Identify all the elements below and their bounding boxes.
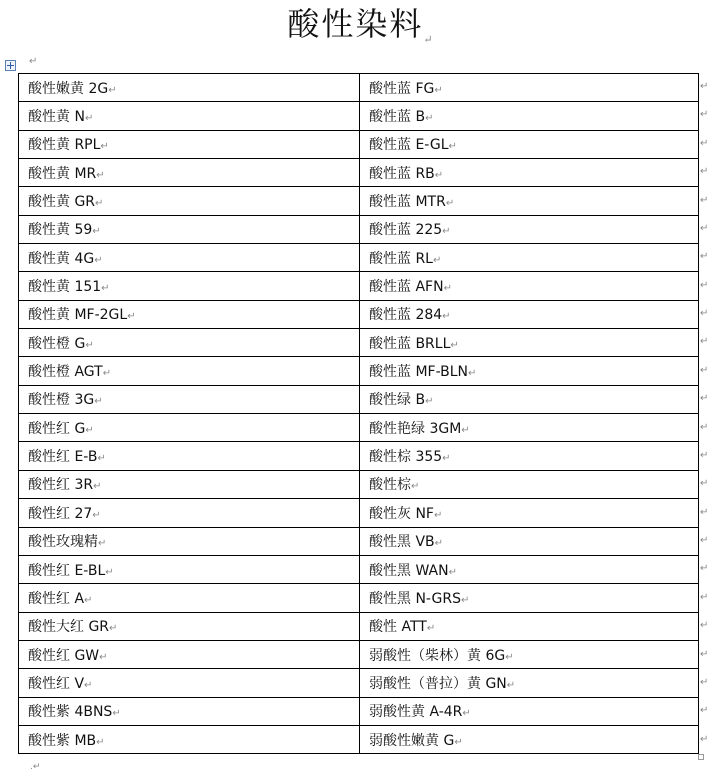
cell-end-mark: ↵ (95, 198, 104, 210)
cell-text: 酸性蓝 B (369, 109, 426, 126)
cell-end-mark: ↵ (109, 623, 118, 635)
cell-text: 酸性蓝 MTR (369, 194, 446, 211)
cell-end-mark: ↵ (85, 339, 94, 351)
cell-text: 酸性红 G (28, 420, 86, 437)
row-end-mark: ↵ (700, 81, 709, 92)
table-row (19, 187, 699, 215)
cell-left[interactable] (19, 385, 360, 413)
table-row (19, 555, 699, 583)
cell-end-mark: ↵ (94, 396, 103, 408)
cell-end-mark: ↵ (460, 594, 470, 606)
cell-text: 酸性蓝 284 (369, 307, 443, 324)
cell-text: 酸性红 27 (28, 505, 93, 522)
cell-left[interactable] (19, 725, 360, 753)
cell-text: 酸性灰 NF (369, 505, 434, 522)
row-end-mark: ↵ (700, 591, 709, 603)
row-end-mark: ↵ (700, 506, 709, 518)
cell-left[interactable] (19, 442, 360, 470)
cell-left[interactable] (19, 74, 360, 102)
cell-text: 酸性橙 G (28, 335, 86, 352)
table-row (19, 499, 699, 527)
cell-text: 弱酸性（柴林）黄 6G (369, 647, 506, 664)
cell-end-mark: ↵ (99, 651, 108, 663)
row-end-mark: ↵ (700, 251, 709, 263)
cell-text: 酸性红 V (28, 675, 85, 692)
cell-end-mark: ↵ (84, 113, 94, 125)
cell-end-mark: ↵ (442, 311, 451, 323)
cell-end-mark: ↵ (94, 254, 103, 266)
cell-text: 酸性蓝 BRLL (369, 335, 451, 352)
cell-end-mark: ↵ (84, 594, 93, 606)
cell-text: 酸性黑 WAN (369, 562, 449, 579)
row-end-mark: ↵ (700, 137, 709, 149)
cell-end-mark: ↵ (434, 169, 444, 181)
row-end-mark: ↵ (700, 222, 709, 234)
row-end-mark: ↵ (700, 620, 709, 632)
cell-text: 酸性嫩黄 2G (28, 80, 109, 97)
table-resize-handle[interactable] (698, 754, 704, 760)
cell-left[interactable] (19, 300, 360, 328)
cell-left[interactable] (19, 697, 360, 725)
cell-end-mark: ↵ (448, 141, 457, 153)
cell-right[interactable] (360, 669, 699, 697)
cell-end-mark: ↵ (112, 708, 121, 720)
cell-end-mark: ↵ (426, 623, 436, 635)
row-end-mark: ↵ (700, 308, 709, 320)
table-row (19, 215, 699, 243)
cell-text: 酸性绿 B (369, 392, 426, 409)
cell-end-mark: ↵ (108, 84, 117, 96)
cell-end-mark: ↵ (96, 736, 105, 748)
table-row (19, 470, 699, 498)
cell-left[interactable] (19, 612, 360, 640)
cell-end-mark: ↵ (434, 538, 444, 550)
cell-text: 酸性橙 3G (28, 392, 95, 409)
cell-left[interactable] (19, 555, 360, 583)
cell-right[interactable] (360, 187, 699, 215)
cell-left[interactable] (19, 357, 360, 385)
row-end-mark: ↵ (700, 421, 709, 433)
cell-text: 酸性蓝 RL (369, 250, 433, 267)
cell-text: 酸性红 3R (28, 477, 94, 494)
cell-end-mark: ↵ (98, 538, 107, 550)
table-row (19, 612, 699, 640)
table-row (19, 584, 699, 612)
dye-table (18, 73, 699, 754)
cell-right[interactable] (360, 300, 699, 328)
cell-right[interactable] (360, 527, 699, 555)
row-end-mark: ↵ (700, 535, 709, 547)
cell-text: 弱酸性黄 A-4R (369, 704, 463, 721)
dye-table-body (19, 74, 699, 754)
cell-end-mark: ↵ (505, 651, 514, 663)
cell-right[interactable] (360, 612, 699, 640)
cell-text: 酸性蓝 225 (369, 222, 443, 239)
cell-right[interactable] (360, 697, 699, 725)
cell-left[interactable] (19, 272, 360, 300)
cell-text: 酸性红 E-B (28, 449, 98, 466)
table-row (19, 74, 699, 102)
row-end-mark: ↵ (700, 733, 709, 745)
cell-end-mark: ↵ (445, 198, 455, 210)
cell-right[interactable] (360, 499, 699, 527)
cell-end-mark: ↵ (411, 481, 420, 493)
table-row (19, 697, 699, 725)
table-row (19, 725, 699, 753)
cell-right[interactable] (360, 555, 699, 583)
cell-end-mark: ↵ (432, 254, 442, 266)
cell-end-mark: ↵ (92, 226, 101, 238)
cell-right[interactable] (360, 272, 699, 300)
cell-end-mark: ↵ (127, 311, 136, 323)
cell-end-mark: ↵ (448, 566, 457, 578)
cell-text: 酸性黄 MR (28, 165, 97, 182)
cell-end-mark: ↵ (462, 708, 471, 720)
cell-left[interactable] (19, 329, 360, 357)
cell-end-mark: ↵ (454, 736, 463, 748)
cell-end-mark: ↵ (506, 679, 516, 691)
cell-end-mark: ↵ (443, 283, 452, 295)
table-row (19, 300, 699, 328)
cell-text: 酸性 ATT (369, 619, 427, 636)
cell-right[interactable] (360, 584, 699, 612)
row-end-mark: ↵ (700, 393, 709, 405)
cell-end-mark: ↵ (102, 368, 112, 380)
row-end-mark: ↵ (700, 109, 709, 121)
table-row (19, 640, 699, 668)
cell-text: 酸性黄 4G (28, 250, 95, 267)
table-move-handle-icon[interactable] (5, 60, 16, 71)
cell-left[interactable] (19, 527, 360, 555)
cell-text: 酸性艳绿 3GM (369, 420, 462, 437)
cell-text: 酸性红 A (28, 590, 85, 607)
row-end-mark: ↵ (700, 648, 709, 660)
cell-text: 酸性黄 GR (28, 194, 96, 211)
cell-end-mark: ↵ (425, 113, 434, 125)
row-end-mark: ↵ (700, 705, 709, 717)
cell-text: 弱酸性嫩黄 G (369, 732, 455, 749)
document-title (0, 2, 720, 62)
cell-end-mark: ↵ (442, 453, 451, 465)
end-of-document-mark: .↵ (30, 762, 41, 772)
table-row (19, 669, 699, 697)
cell-text: 酸性蓝 RB (369, 165, 435, 182)
cell-right[interactable] (360, 357, 699, 385)
table-row (19, 102, 699, 130)
table-row (19, 272, 699, 300)
cell-end-mark: ↵ (101, 283, 110, 295)
cell-text: 酸性红 E-BL (28, 562, 106, 579)
cell-end-mark: ↵ (97, 453, 106, 465)
cell-end-mark: ↵ (96, 169, 105, 181)
cell-text: 酸性黄 151 (28, 279, 102, 296)
cell-text: 酸性黄 59 (28, 222, 93, 239)
row-end-mark: ↵ (700, 166, 709, 178)
row-end-mark: ↵ (700, 676, 709, 688)
cell-end-mark: ↵ (442, 226, 451, 238)
table-row (19, 442, 699, 470)
row-end-mark: ↵ (700, 364, 709, 376)
cell-text: 酸性黄 MF-2GL (28, 307, 128, 324)
cell-right[interactable] (360, 74, 699, 102)
cell-right[interactable] (360, 102, 699, 130)
cell-text: 酸性黄 RPL (28, 137, 101, 154)
cell-text: 弱酸性（普拉）黄 GN (369, 675, 507, 692)
cell-text: 酸性黄 N (28, 109, 85, 126)
cell-text: 酸性蓝 FG (369, 80, 435, 97)
cell-left[interactable] (19, 669, 360, 697)
table-row (19, 357, 699, 385)
cell-left[interactable] (19, 244, 360, 272)
cell-left[interactable] (19, 584, 360, 612)
cell-end-mark: ↵ (93, 481, 102, 493)
cell-left[interactable] (19, 414, 360, 442)
table-row (19, 385, 699, 413)
cell-end-mark: ↵ (433, 509, 443, 521)
cell-text: 酸性棕 (369, 477, 411, 494)
cell-text: 酸性大红 GR (28, 619, 110, 636)
cell-text: 酸性橙 AGT (28, 364, 103, 381)
cell-end-mark: ↵ (434, 84, 443, 96)
cell-end-mark: ↵ (468, 368, 477, 380)
cell-right[interactable] (360, 385, 699, 413)
cell-text: 酸性黑 VB (369, 534, 435, 551)
row-end-mark: ↵ (700, 194, 709, 206)
paragraph-mark: ↵ (423, 33, 433, 46)
cell-text: 酸性蓝 MF-BLN (369, 364, 469, 381)
cell-end-mark: ↵ (92, 509, 101, 521)
cell-end-mark: ↵ (85, 424, 94, 436)
cell-end-mark: ↵ (425, 396, 434, 408)
cell-right[interactable] (360, 159, 699, 187)
cell-text: 酸性紫 MB (28, 732, 97, 749)
document-title-text: 酸性染料 (287, 5, 424, 43)
cell-right[interactable] (360, 130, 699, 158)
table-row (19, 329, 699, 357)
table-row (19, 527, 699, 555)
cell-text: 酸性玫瑰精 (28, 534, 98, 551)
cell-left[interactable] (19, 499, 360, 527)
cell-left[interactable] (19, 187, 360, 215)
cell-right[interactable] (360, 244, 699, 272)
cell-right[interactable] (360, 414, 699, 442)
table-row (19, 159, 699, 187)
row-end-mark: ↵ (700, 563, 709, 575)
cell-text: 酸性蓝 AFN (369, 279, 444, 296)
cell-left[interactable] (19, 159, 360, 187)
paragraph-mark: ↵ (29, 56, 38, 67)
cell-text: 酸性紫 4BNS (28, 704, 113, 721)
cell-text: 酸性红 GW (28, 647, 100, 664)
cell-right[interactable] (360, 640, 699, 668)
cell-left[interactable] (19, 640, 360, 668)
cell-right[interactable] (360, 215, 699, 243)
table-row (19, 130, 699, 158)
table-row (19, 244, 699, 272)
cell-left[interactable] (19, 215, 360, 243)
cell-text: 酸性棕 355 (369, 449, 443, 466)
cell-left[interactable] (19, 102, 360, 130)
table-row (19, 414, 699, 442)
cell-left[interactable] (19, 470, 360, 498)
cell-right[interactable] (360, 329, 699, 357)
row-end-mark: ↵ (700, 279, 709, 291)
cell-end-mark: ↵ (100, 141, 109, 153)
row-end-mark: ↵ (700, 478, 709, 490)
cell-end-mark: ↵ (84, 679, 93, 691)
row-end-mark: ↵ (700, 449, 709, 461)
cell-text: 酸性蓝 E-GL (369, 137, 449, 154)
row-end-mark: ↵ (700, 336, 709, 348)
cell-left[interactable] (19, 130, 360, 158)
cell-end-mark: ↵ (105, 566, 114, 578)
cell-end-mark: ↵ (461, 424, 470, 436)
cell-right[interactable] (360, 442, 699, 470)
cell-text: 酸性黑 N-GRS (369, 590, 461, 607)
cell-end-mark: ↵ (450, 339, 459, 351)
cell-right[interactable] (360, 470, 699, 498)
cell-right[interactable] (360, 725, 699, 753)
